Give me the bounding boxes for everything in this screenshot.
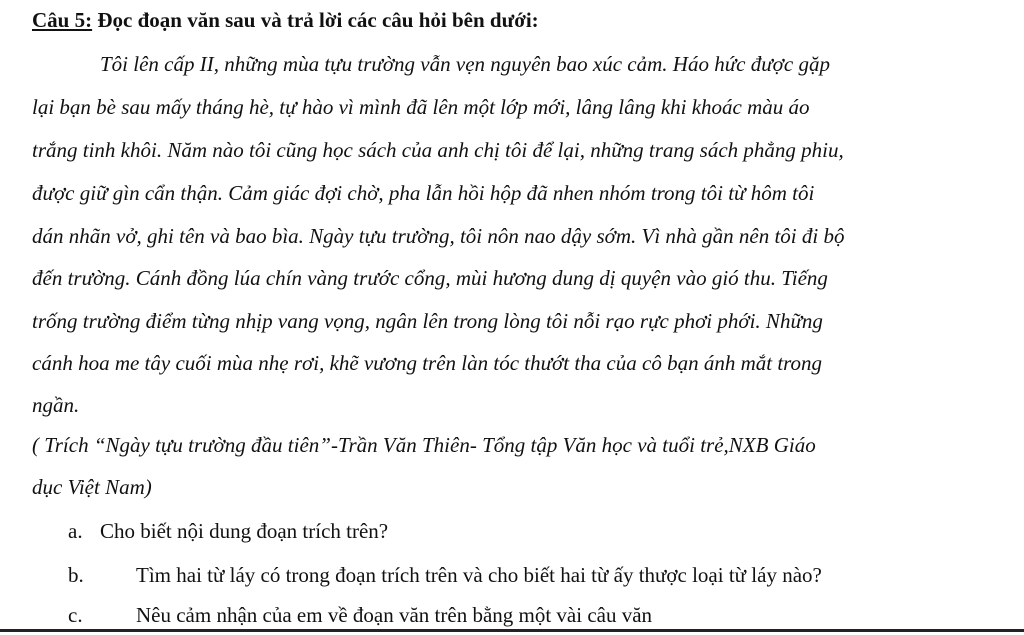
passage-line: đến trường. Cánh đồng lúa chín vàng trước cổng, mùi hương dung dị quyện vào gió thu. Tiếng — [32, 266, 828, 290]
question-a-text: Cho biết nội dung đoạn trích trên? — [100, 519, 389, 543]
passage-line: dán nhãn vở, ghi tên và bao bìa. Ngày tựu trường, tôi nôn nao dậy sớm. Vì nhà gần nên tôi đi bộ — [32, 224, 845, 248]
passage-line: cánh hoa me tây cuối mùa nhẹ rơi, khẽ vương trên làn tóc thướt tha của cô bạn ánh mắt trong — [32, 351, 823, 375]
question-c-text: Nêu cảm nhận của em về đoạn văn trên bằng một vài câu văn — [136, 603, 653, 627]
question-instruction: Đọc đoạn văn sau và trả lời các câu hỏi bên dưới: — [92, 8, 539, 32]
passage-line: lại bạn bè sau mấy tháng hè, tự hào vì mình đã lên một lớp mới, lâng lâng khi khoác màu áo — [32, 95, 810, 119]
question-number: Câu 5: — [32, 8, 93, 32]
source-citation-line: dục Việt Nam) — [32, 475, 152, 499]
question-b-text: Tìm hai từ láy có trong đoạn trích trên và cho biết hai từ ấy thược loại từ láy nào? — [136, 563, 822, 587]
question-heading — [32, 8, 539, 33]
passage-line: được giữ gìn cẩn thận. Cảm giác đợi chờ, pha lẫn hồi hộp đã nhen nhóm trong tôi từ hôm tôi — [32, 181, 815, 205]
passage-line: trống trường điểm từng nhịp vang vọng, ngân lên trong lòng tôi nỗi rạo rực phơi phới. Những — [32, 309, 823, 333]
question-letter-c: c. — [68, 603, 83, 627]
passage-line: Tôi lên cấp II, những mùa tựu trường vẫn vẹn nguyên bao xúc cảm. Háo hức được gặp — [100, 52, 830, 76]
source-citation-line: ( Trích “Ngày tựu trường đầu tiên”-Trần Văn Thiên- Tổng tập Văn học và tuổi trẻ,NXB Giáo — [32, 433, 816, 457]
question-letter-b: b. — [68, 563, 84, 587]
question-letter-a: a. — [68, 519, 83, 543]
passage-line: trắng tinh khôi. Năm nào tôi cũng học sách của anh chị tôi để lại, những trang sách phẳng phiu, — [32, 138, 844, 162]
passage-line: ngần. — [32, 393, 80, 417]
bottom-divider — [0, 629, 1024, 632]
